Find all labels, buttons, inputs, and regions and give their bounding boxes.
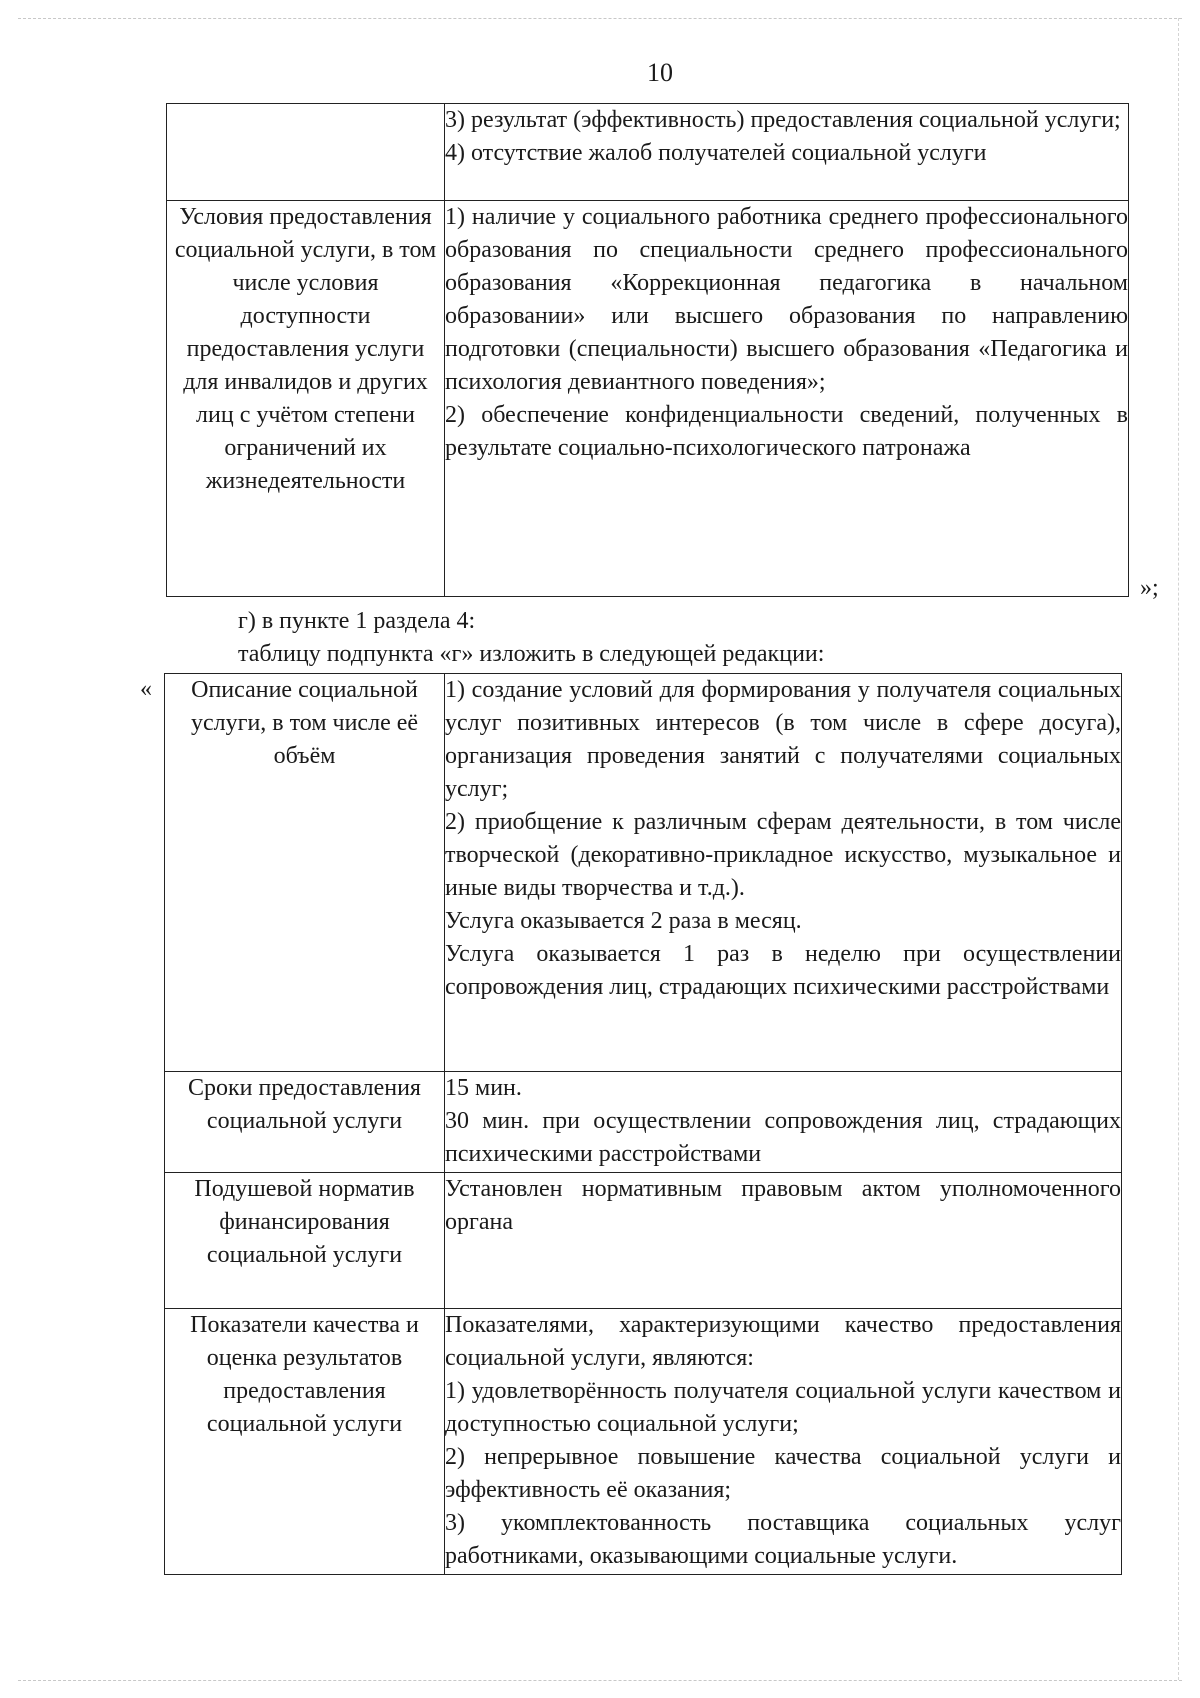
amendment-item: г) в пункте 1 раздела 4: (238, 608, 476, 634)
content-line: 1) удовлетворённость получателя социальной услуги качеством и доступностью социальной услуги; (445, 1378, 1121, 1437)
opening-quote: « (140, 676, 152, 702)
table-row (167, 201, 1129, 597)
row-label: Сроки предоставления социальной услуги (165, 1072, 445, 1173)
content-line: Установлен нормативным правовым актом уполномоченного органа (445, 1176, 1121, 1235)
row-content (445, 1072, 1122, 1173)
table-row (165, 1072, 1122, 1173)
row-label: Условия предоставления социальной услуги, в том числе условия доступности предоставления услуги для инвалидов и других лиц с учётом степени ограничений их жизнедеятельности (167, 201, 445, 597)
scan-edge-right (1178, 18, 1179, 1680)
content-line: 15 мин. (445, 1075, 522, 1101)
table-row (165, 1309, 1122, 1575)
row-label: Описание социальной услуги, в том числе её объём (165, 674, 445, 1072)
closing-quote: »; (1140, 575, 1159, 601)
row-content (445, 201, 1129, 597)
content-line: 2) приобщение к различным сферам деятельности, в том числе творческой (декоративно-прикладное искусство, музыкальное и иные виды творчества и т.д.). (445, 809, 1121, 901)
row-content (445, 674, 1122, 1072)
content-line: 2) непрерывное повышение качества социальной услуги и эффективность её оказания; (445, 1444, 1121, 1503)
content-line: 3) результат (эффективность) предоставления социальной услуги; (445, 107, 1121, 133)
scan-edge-top (18, 18, 1182, 19)
row-label: Подушевой норматив финансирования социальной услуги (165, 1173, 445, 1309)
content-line: 4) отсутствие жалоб получателей социальной услуги (445, 140, 987, 166)
content-line: 1) наличие у социального работника среднего профессионального образования по специальности среднего профессионального образования «Коррекционная педагогика в начальном образовании» или высшего образования по направлению подготовки (специальности) высшего образования «Педагогика и психология девиантного поведения»; (445, 204, 1128, 395)
table-row (165, 674, 1122, 1072)
content-line: Услуга оказывается 2 раза в месяц. (445, 908, 802, 934)
content-line: 3) укомплектованность поставщика социальных услуг работниками, оказывающими социальные услуги. (445, 1510, 1121, 1569)
row-content (445, 104, 1129, 201)
row-content (445, 1173, 1122, 1309)
content-line: 1) создание условий для формирования у получателя социальных услуг позитивных интересов (в том числе в сфере досуга), организация проведения занятий с получателями социальных услуг; (445, 677, 1121, 802)
page-number: 10 (647, 58, 673, 87)
row-label (167, 104, 445, 201)
content-line: 2) обеспечение конфиденциальности сведений, полученных в результате социально-психологического патронажа (445, 402, 1128, 461)
service-table-continuation (166, 103, 1129, 597)
content-line: Показателями, характеризующими качество предоставления социальной услуги, являются: (445, 1312, 1121, 1371)
amendment-instruction: таблицу подпункта «г» изложить в следующей редакции: (238, 641, 825, 667)
row-label: Показатели качества и оценка результатов предоставления социальной услуги (165, 1309, 445, 1575)
content-line: 30 мин. при осуществлении сопровождения лиц, страдающих психическими расстройствами (445, 1108, 1121, 1167)
service-table-new (164, 673, 1122, 1575)
row-content (445, 1309, 1122, 1575)
table-row (165, 1173, 1122, 1309)
table-row (167, 104, 1129, 201)
scan-edge-bottom (18, 1680, 1182, 1681)
content-line: Услуга оказывается 1 раз в неделю при осуществлении сопровождения лиц, страдающих психическими расстройствами (445, 941, 1121, 1000)
